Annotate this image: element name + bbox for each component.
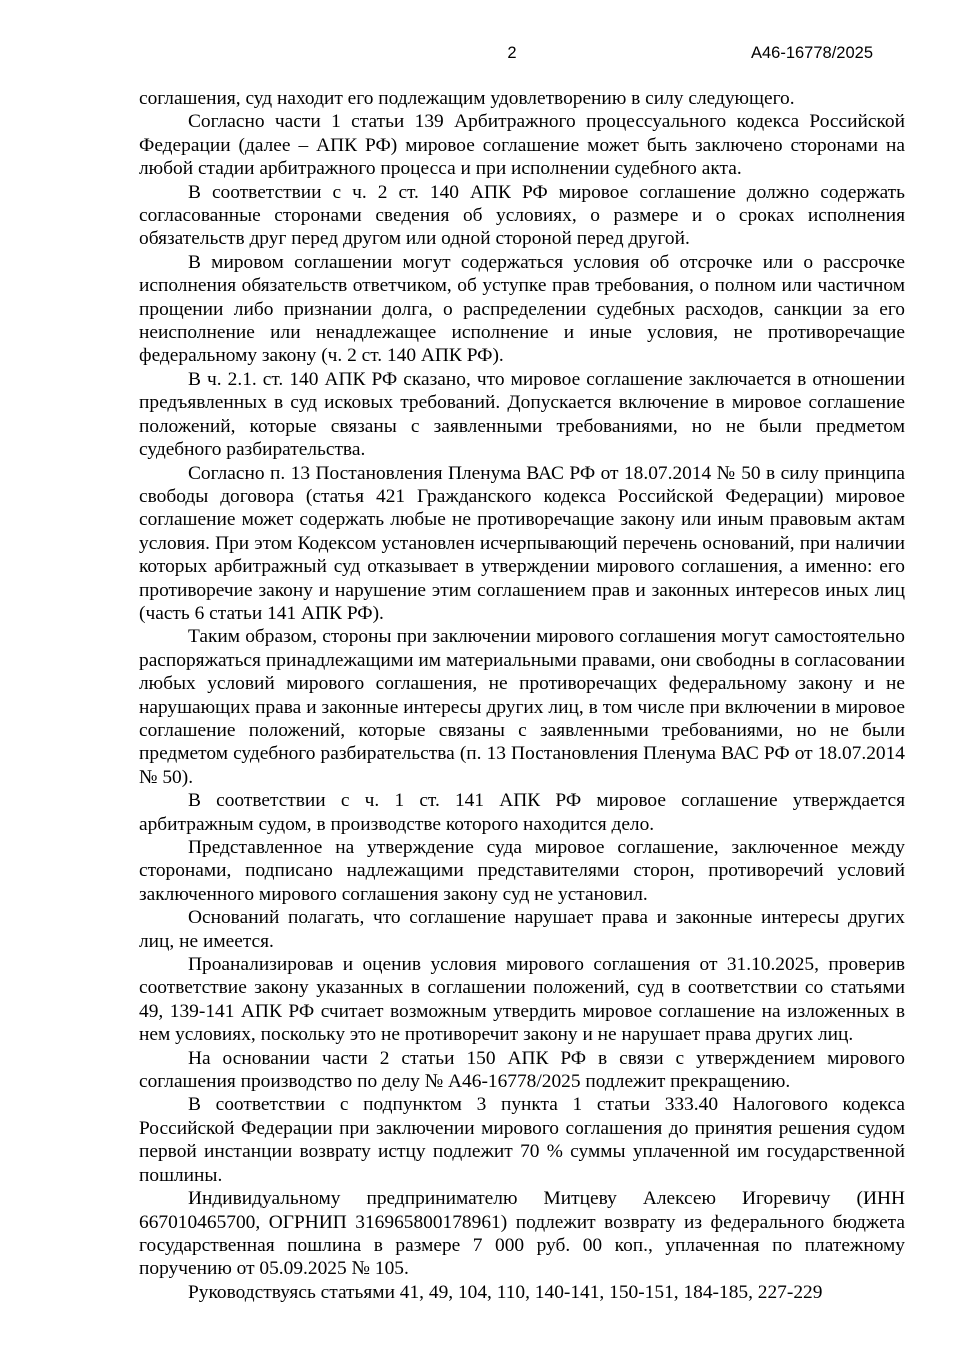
paragraph: Руководствуясь статьями 41, 49, 104, 110, 140-141, 150-151, 184-185, 227-229 [188, 1281, 823, 1303]
page-header [0, 44, 967, 66]
paragraph: На основании части 2 статьи 150 АПК РФ в связи с утверждением мирового соглашения производство по делу № А46-16778/2025 подлежит прекращению. [139, 1047, 905, 1093]
paragraph: В соответствии с ч. 2 ст. 140 АПК РФ мировое соглашение должно содержать согласованные сторонами сведения об условиях, о размере и о сроках исполнения обязательств друг перед другом или одной стороной перед другой. [139, 181, 905, 250]
paragraph: Проанализировав и оценив условия мирового соглашения от 31.10.2025, проверив соответствие закону указанных в соглашении положений, суд в соответствии со статьями 49, 139-141 АПК РФ считает возможным утвердить мировое соглашение на изложенных в нем условиях, поскольку это не противоречит закону и не нарушает права других лиц. [139, 954, 905, 1046]
ruling-text [139, 87, 905, 1304]
paragraph: В ч. 2.1. ст. 140 АПК РФ сказано, что мировое соглашение заключается в отношении предъявленных в суд исковых требований. Допускается включение в мировое соглашение положений, которые связаны с заявленными требованиями, но не были предметом судебного разбирательства. [139, 368, 905, 461]
paragraph: Оснований полагать, что соглашение нарушает права и законные интересы других лиц, не имеется. [139, 907, 905, 952]
paragraph: В соответствии с ч. 1 ст. 141 АПК РФ мировое соглашение утверждается арбитражным судом, в производстве которого находится дело. [139, 790, 905, 835]
paragraph: Согласно части 1 статьи 139 Арбитражного процессуального кодекса Российской Федерации (далее – АПК РФ) мировое соглашение может быть заключено сторонами на любой стадии арбитражного процесса и при исполнении судебного акта. [139, 111, 905, 180]
paragraph: Таким образом, стороны при заключении мирового соглашения могут самостоятельно распоряжаться принадлежащими им материальными правами, они свободны в согласовании любых условий мирового соглашения, не противоречащих федеральному закону и не нарушающих права и законные интересы других лиц, в том числе при включении в мировое соглашение положений, которые связаны с заявленными требованиями, но не были предметом судебного разбирательства (п. 13 Постановления Пленума ВАС РФ от 18.07.2014 № 50). [139, 626, 905, 788]
paragraph: соглашения, суд находит его подлежащим удовлетворению в силу следующего. [139, 88, 795, 109]
page-number: 2 [507, 44, 517, 62]
case-number: А46-16778/2025 [750, 44, 873, 62]
paragraph: Представленное на утверждение суда мировое соглашение, заключенное между сторонами, подписано надлежащими представителями сторон, противоречий условий заключенного мирового соглашения закону суд не установил. [139, 837, 905, 905]
paragraph: В мировом соглашении могут содержаться условия об отсрочке или о рассрочке исполнения обязательств ответчиком, об уступке прав требования, о полном или частичном прощении либо признании долга, о распределении судебных расходов, санкции за его неисполнение или ненадлежащее исполнение и иные условия, не противоречащие федеральному закону (ч. 2 ст. 140 АПК РФ). [139, 251, 905, 367]
paragraph: Согласно п. 13 Постановления Пленума ВАС РФ от 18.07.2014 № 50 в силу принципа свободы договора (статья 421 Гражданского кодекса Российской Федерации) мировое соглашение может содержать любые не противоречащие закону или иным правовым актам условия. При этом Кодексом установлен исчерпывающий перечень оснований, при наличии которых арбитражный суд отказывает в утверждении мирового соглашения, а именно: его противоречие закону и нарушение этим соглашением прав и законных интересов иных лиц (часть 6 статьи 141 АПК РФ). [139, 462, 905, 624]
paragraph: Индивидуальному предпринимателю Митцеву Алексею Игоревичу (ИНН 667010465700, ОГРНИП 316965800178961) подлежит возврату из федерального бюджета государственная пошлина в размере 7 000 руб. 00 коп., уплаченная по платежному поручению от 05.09.2025 № 105. [139, 1188, 905, 1280]
paragraph: В соответствии с подпунктом 3 пункта 1 статьи 333.40 Налогового кодекса Российской Федерации при заключении мирового соглашения до принятия решения судом первой инстанции возврату истцу подлежит 70 % суммы уплаченной им государственной пошлины. [139, 1094, 905, 1186]
